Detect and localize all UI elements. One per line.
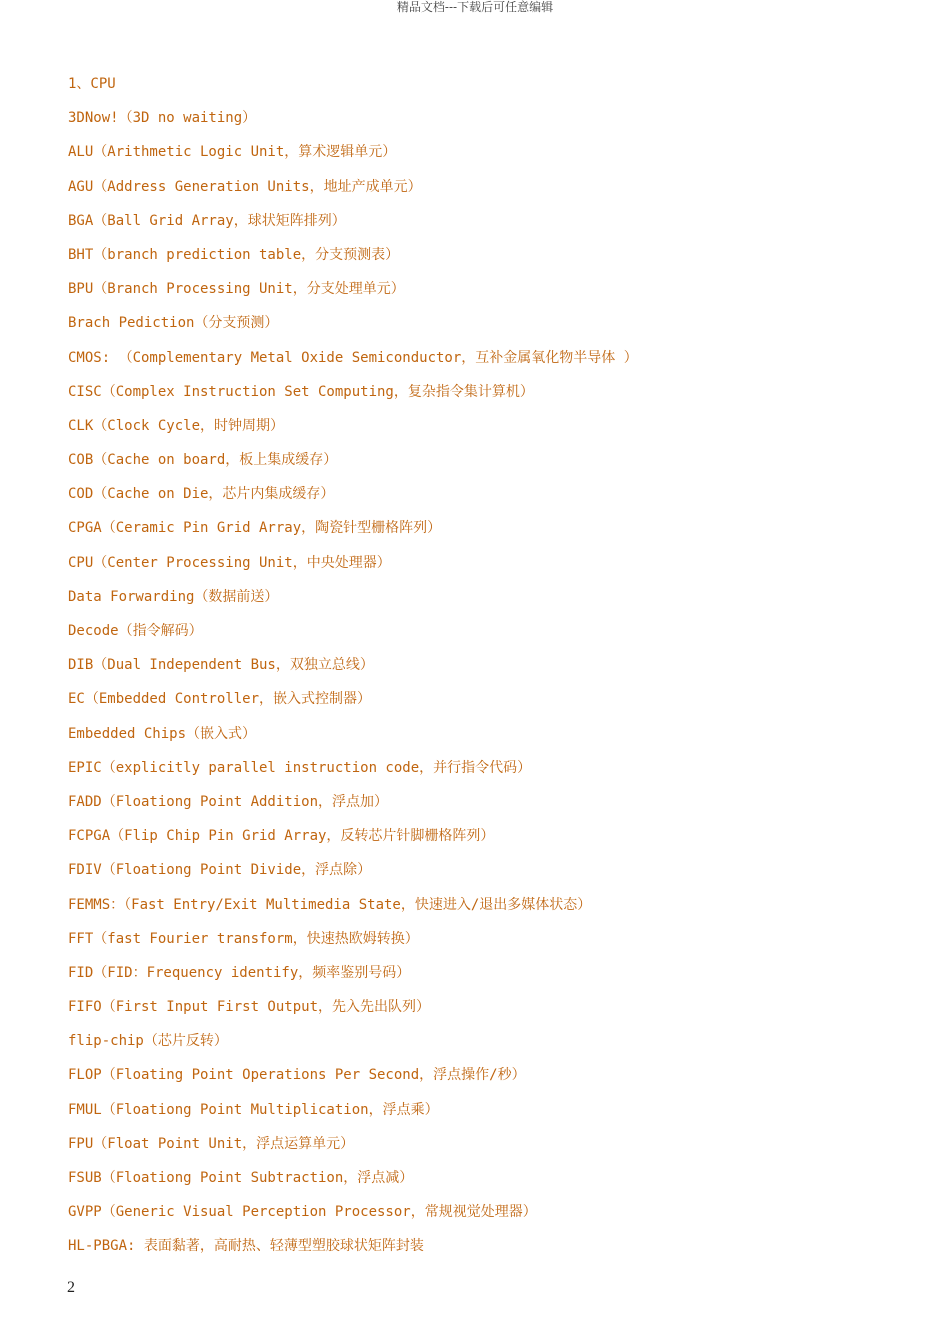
glossary-entry: CLK（Clock Cycle，时钟周期）: [68, 417, 285, 434]
glossary-entry: BHT（branch prediction table，分支预测表）: [68, 246, 400, 263]
glossary-entry: 1、CPU: [68, 76, 116, 92]
glossary-entry: FID（FID：Frequency identify，频率鉴别号码）: [68, 964, 411, 981]
glossary-entry: FEMMS：（Fast Entry/Exit Multimedia State，快速进入/退出多媒体状态）: [68, 896, 592, 913]
glossary-entry: AGU（Address Generation Units，地址产成单元）: [68, 178, 422, 195]
glossary-entry: FADD（Floationg Point Addition，浮点加）: [68, 793, 389, 810]
glossary-entry: CPGA（Ceramic Pin Grid Array，陶瓷针型栅格阵列）: [68, 520, 442, 537]
glossary-entry: CMOS: （Complementary Metal Oxide Semiconductor，互补金属氧化物半导体 ）: [68, 349, 638, 366]
glossary-entry: GVPP（Generic Visual Perception Processor，常规视觉处理器）: [68, 1204, 537, 1221]
page-header: 精品文档---下载后可任意编辑: [396, 0, 554, 14]
glossary-entry: Data Forwarding（数据前送）: [68, 588, 279, 605]
glossary-entry: Embedded Chips（嵌入式）: [68, 725, 257, 742]
glossary-entry: BPU（Branch Processing Unit，分支处理单元）: [68, 281, 405, 298]
glossary-entry: FDIV（Floationg Point Divide，浮点除）: [68, 862, 372, 879]
glossary-entry: Brach Pediction（分支预测）: [68, 315, 279, 332]
glossary-entry: EC（Embedded Controller，嵌入式控制器）: [68, 691, 372, 708]
glossary-entry: FLOP（Floating Point Operations Per Second，浮点操作/秒）: [68, 1067, 526, 1084]
glossary-entry: CPU（Center Processing Unit，中央处理器）: [68, 554, 391, 571]
glossary-entry: DIB（Dual Independent Bus，双独立总线）: [68, 657, 374, 674]
glossary-entry: BGA（Ball Grid Array，球状矩阵排列）: [68, 212, 346, 229]
glossary-entry: 3DNow!（3D no waiting）: [68, 110, 257, 127]
glossary-entry: FIFO（First Input First Output，先入先出队列）: [68, 999, 431, 1016]
glossary-entry: FCPGA（Flip Chip Pin Grid Array，反转芯片针脚栅格阵列）: [68, 828, 495, 845]
page-number: 2: [67, 1279, 75, 1296]
glossary-entry: HL-PBGA: 表面黏著，高耐热、轻薄型塑胶球状矩阵封装: [68, 1238, 424, 1255]
glossary-list: [68, 73, 638, 1270]
glossary-entry: Decode（指令解码）: [68, 623, 203, 639]
glossary-entry: COD（Cache on Die，芯片内集成缓存）: [68, 486, 335, 503]
glossary-entry: FFT（fast Fourier transform，快速热欧姆转换）: [68, 930, 419, 947]
glossary-entry: FSUB（Floationg Point Subtraction，浮点减）: [68, 1170, 414, 1186]
glossary-entry: CISC（Complex Instruction Set Computing，复杂指令集计算机）: [68, 383, 534, 400]
glossary-entry: flip-chip（芯片反转）: [68, 1033, 228, 1050]
glossary-entry: ALU（Arithmetic Logic Unit，算术逻辑单元）: [68, 144, 397, 161]
glossary-entry: EPIC（explicitly parallel instruction code，并行指令代码）: [68, 759, 532, 776]
glossary-entry: FPU（Float Point Unit，浮点运算单元）: [68, 1135, 355, 1152]
glossary-entry: FMUL（Floationg Point Multiplication，浮点乘）: [68, 1101, 439, 1118]
glossary-entry: COB（Cache on board，板上集成缓存）: [68, 452, 338, 469]
